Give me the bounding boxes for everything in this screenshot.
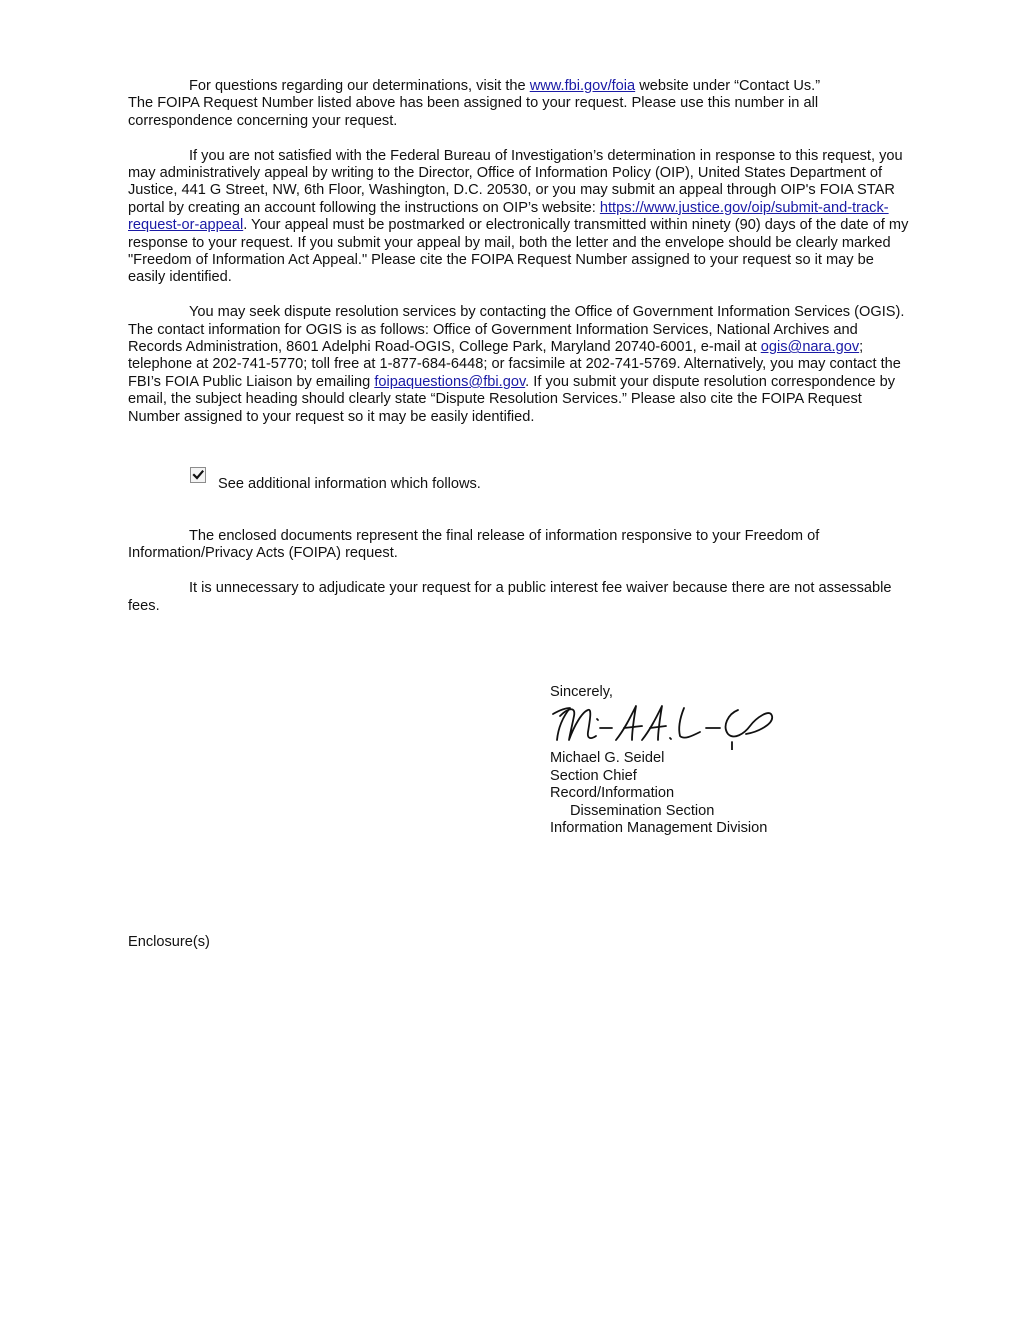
appeal-text-before: If you are not satisfied with the Federal Bureau of Investigation’s determination in response to this request, you may administratively appeal by writing to the Director, Office of Information Policy (OIP), United States Department of Justice, 441 G Street, NW, 6th Floor, Washington, D.C. 20530, or you may submit an appeal through OIP's FOIA STAR portal by creating an account following the instructions on OIP’s website: bbox=[128, 147, 903, 216]
letter-body bbox=[128, 78, 913, 426]
signer-name: Michael G. Seidel bbox=[550, 750, 665, 767]
final-release-paragraph: The enclosed documents represent the final release of information responsive to your Freedom of Information/Privacy Acts (FOIPA) request. bbox=[128, 528, 820, 562]
dispute-text-part2: ; telephone at 202-741-5770; toll free at 1-877-684-6448; or facsimile at 202-741-5769. Alternatively, you may contact the FBI’s FOIA Public Liaison by emailing bbox=[128, 339, 901, 390]
checkmark-icon bbox=[192, 469, 204, 481]
signer-unit-line1: Record/Information bbox=[550, 785, 675, 802]
additional-info-checkbox bbox=[190, 467, 206, 483]
signer-division: Information Management Division bbox=[550, 820, 768, 837]
signer-title: Section Chief bbox=[550, 767, 637, 784]
oip-appeal-link[interactable]: https://www.justice.gov/oip/submit-and-track-request-or-appeal bbox=[128, 199, 889, 234]
salutation: Sincerely, bbox=[550, 684, 613, 700]
fee-waiver-paragraph: It is unnecessary to adjudicate your request for a public interest fee waiver because there are not assessable fees. bbox=[128, 580, 892, 614]
signature-block bbox=[550, 684, 850, 837]
request-number-paragraph: The FOIPA Request Number listed above has been assigned to your request. Please use this number in all correspondence concerning your request. bbox=[128, 95, 819, 129]
dispute-text-part1: You may seek dispute resolution services by contacting the Office of Government Information Services (OGIS). The contact information for OGIS is as follows: Office of Government Information Services, National Archives and Records Administration, 8601 Adelphi Road-OGIS, College Park, Maryland 20740-6001, e-mail at bbox=[128, 304, 905, 356]
contact-text-after: website under “Contact Us.” bbox=[635, 78, 821, 94]
release-section bbox=[128, 528, 913, 615]
signer-unit-line2: Dissemination Section bbox=[570, 802, 715, 819]
dispute-resolution-paragraph bbox=[128, 304, 913, 426]
enclosure-note: Enclosure(s) bbox=[128, 934, 210, 950]
contact-text-before: For questions regarding our determinations, visit the bbox=[189, 78, 530, 94]
ogis-email-link[interactable]: ogis@nara.gov bbox=[760, 339, 860, 356]
appeal-text-after: . Your appeal must be postmarked or electronically transmitted within ninety (90) days of the date of my response to your request. If you submit your appeal by mail, both the letter and the envelope should be clearly marked "Freedom of Information Act Appeal." Please cite the FOIPA Request Number assigned to your request so it may be easily identified. bbox=[128, 217, 909, 286]
handwritten-signature bbox=[550, 702, 780, 750]
additional-info-label: See additional information which follows. bbox=[218, 476, 481, 492]
fbi-foia-link[interactable]: www.fbi.gov/foia bbox=[529, 78, 636, 94]
contact-paragraph bbox=[128, 78, 913, 95]
foipa-email-link[interactable]: foipaquestions@fbi.gov bbox=[374, 373, 526, 390]
dispute-text-part3: . If you submit your dispute resolution correspondence by email, the subject heading should clearly state “Dispute Resolution Services.” Please also cite the FOIPA Request Number assigned to your request so it may be easily identified. bbox=[128, 373, 896, 425]
appeal-paragraph bbox=[128, 148, 913, 287]
